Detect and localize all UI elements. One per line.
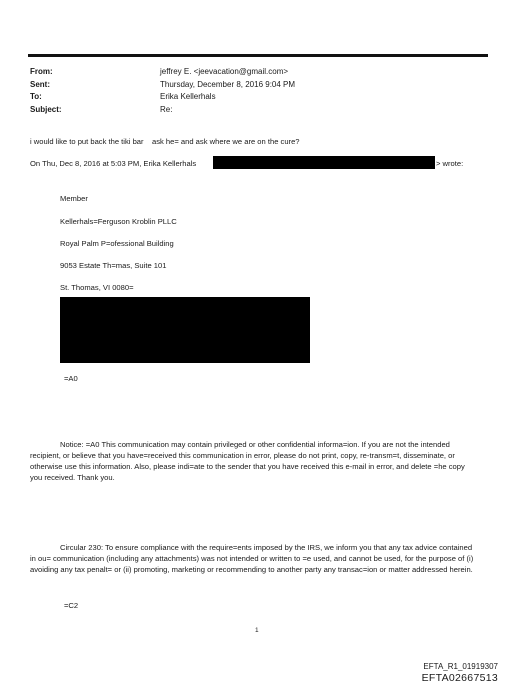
subject-label: Subject: — [30, 104, 62, 114]
to-row — [30, 91, 295, 104]
signature-line-4: 9053 Estate Th=mas, Suite 101 — [60, 261, 167, 270]
subject-value: Re: — [160, 104, 173, 114]
to-label: To: — [30, 92, 42, 101]
reply-text: i would like to put back the tiki bar ask he= and ask where we are on the cure? — [30, 137, 300, 146]
quote-prefix: On Thu, Dec 8, 2016 at 5:03 PM, Erika Kellerhals — [30, 159, 197, 168]
code-a0: =A0 — [64, 374, 78, 383]
to-value: Erika Kellerhals — [160, 92, 216, 101]
sent-label: Sent: — [30, 79, 50, 89]
from-value: jeffrey E. <jeevacation@gmail.com> — [160, 67, 289, 76]
sent-value: Thursday, December 8, 2016 9:04 PM — [160, 79, 296, 89]
from-label: From: — [30, 67, 53, 76]
quote-suffix: > wrote: — [436, 159, 464, 168]
code-c2: =C2 — [64, 601, 79, 610]
signature-line-3: Royal Palm P=ofessional Building — [60, 239, 174, 248]
footer-reference-1: EFTA_R1_01919307 — [423, 662, 498, 671]
notice-paragraph: Notice: =A0 This communication may contain privileged or other confidential informa=ion. If you are not the intended recipient, or believe that you have=received this communication in error, please do not print, copy, re-transm=t, disseminate, or otherwise use this information. Also, please indi=ate to the sender that you have received this e-mail in error, and delete =he copy you received. Thank you. — [30, 440, 465, 482]
footer-reference-2: EFTA02667513 — [421, 672, 498, 684]
circular-paragraph: Circular 230: To ensure compliance with the require=ents imposed by the IRS, we inform you that any tax advice contained in ou= communication (including any attachments) was not intended or written to =e used, and cannot be used, for the purpose of (i) avoiding any tax penalt= or (ii) promoting, marketing or recommending to another party any transac=ion or matter addressed herein. — [30, 543, 474, 574]
page-number: 1 — [255, 627, 259, 634]
signature-line-2: Kellerhals=Ferguson Kroblin PLLC — [60, 217, 177, 226]
sent-row — [30, 79, 295, 92]
redaction-email — [213, 156, 435, 169]
subject-row — [30, 104, 295, 117]
signature-line-1: Member — [60, 194, 88, 203]
signature-line-5: St. Thomas, VI 0080= — [60, 283, 134, 292]
email-header — [30, 66, 295, 116]
header-rule — [28, 54, 488, 57]
redaction-block — [60, 297, 310, 363]
from-row — [30, 66, 295, 79]
